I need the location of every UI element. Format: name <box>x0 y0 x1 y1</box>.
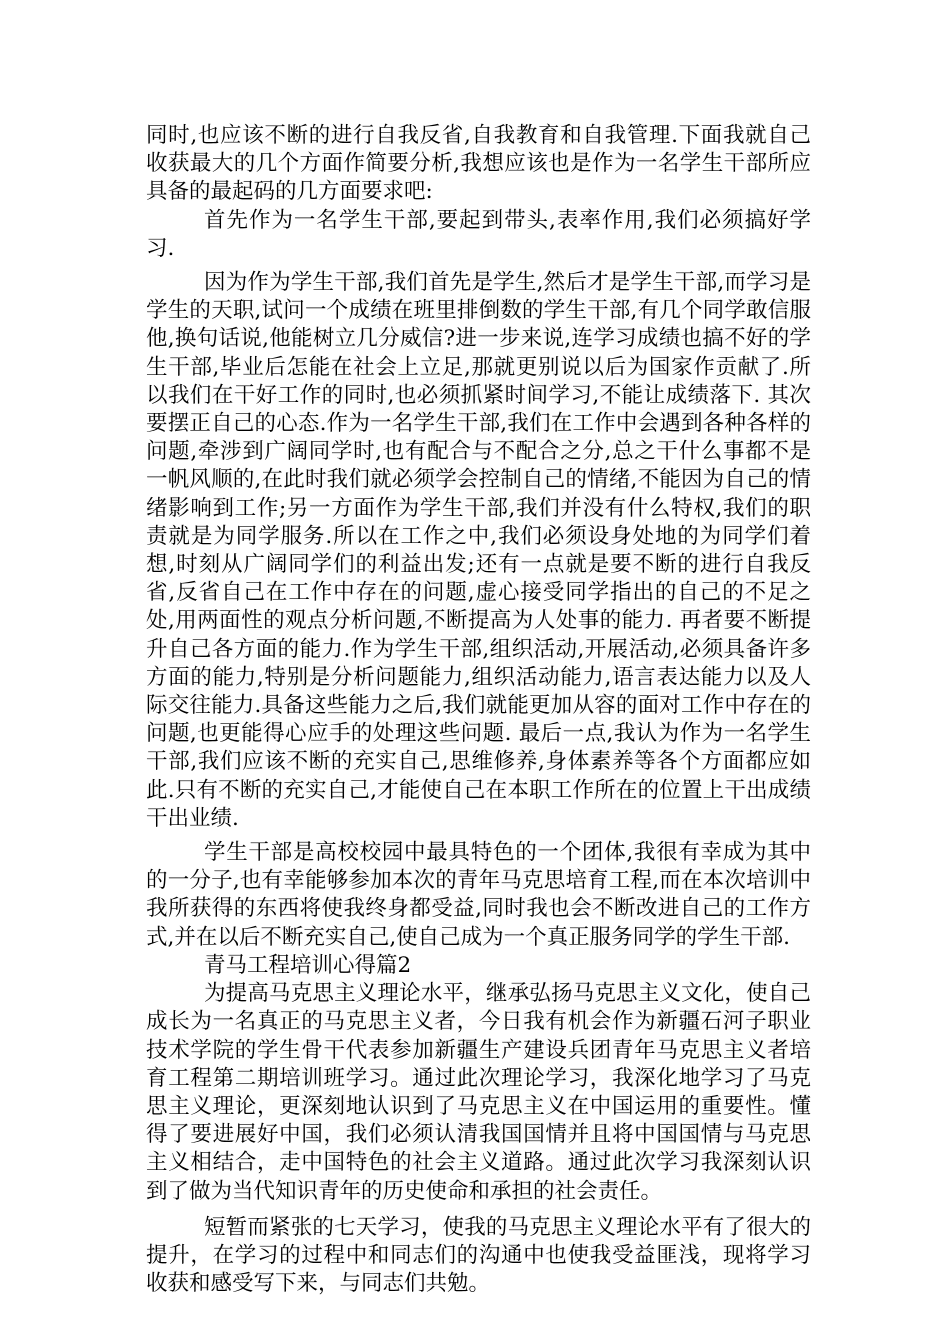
paragraph-conclusion: 学生干部是高校校园中最具特色的一个团体,我很有幸成为其中的一分子,也有幸能够参加本次的青年马克思培育工程,而在本次培训中我所获得的东西将使我终身都受益,同时我也会不断改进自己的工作方式,并在以后不断充实自己,使自己成为一个真正服务同学的学生干部. <box>146 840 811 950</box>
paragraph-reasons: 因为作为学生干部,我们首先是学生,然后才是学生干部,而学习是学生的天职,试问一个成绩在班里排倒数的学生干部,有几个同学敢信服他,换句话说,他能树立几分威信?进一步来说,连学习成绩也搞不好的学生干部,毕业后怎能在社会上立足,那就更别说以后为国家作贡献了.所以我们在干好工作的同时,也必须抓紧时间学习,不能让成绩落下. 其次要摆正自己的心态.作为一名学生干部,我们在工作中会遇到各种各样的问题,牵涉到广阔同学时,也有配合与不配合之分,总之干什么事都不是一帆风顺的,在此时我们就必须学会控制自己的情绪,不能因为自己的情绪影响到工作;另一方面作为学生干部,我们并没有什么特权,我们的职责就是为同学服务.所以在工作之中,我们必须设身处地的为同学们着想,时刻从广阔同学们的利益出发;还有一点就是要不断的进行自我反省,反省自己在工作中存在的问题,虚心接受同学指出的自己的不足之处,用两面性的观点分析问题,不断提高为人处事的能力. 再者要不断提升自己各方面的能力.作为学生干部,组织活动,开展活动,必须具备许多方面的能力,特别是分析问题能力,组织活动能力,语言表达能力以及人际交往能力.具备这些能力之后,我们就能更加从容的面对工作中存在的问题,也更能得心应手的处理这些问题. 最后一点,我认为作为一名学生干部,我们应该不断的充实自己,思维修养,身体素养等各个方面都应如此.只有不断的充实自己,才能使自己在本职工作所在的位置上干出成绩干出业绩. <box>146 270 811 831</box>
section-heading: 青马工程培训心得篇2 <box>204 952 412 978</box>
paragraph-study: 首先作为一名学生干部,要起到带头,表率作用,我们必须搞好学习. <box>146 207 811 261</box>
paragraph-summary: 短暂而紧张的七天学习，使我的马克思主义理论水平有了很大的提升，在学习的过程中和同志们的沟通中也使我受益匪浅，现将学习收获和感受写下来，与同志们共勉。 <box>146 1214 811 1297</box>
document-page <box>146 122 811 1298</box>
paragraph-training: 为提高马克思主义理论水平，继承弘扬马克思主义文化，使自己成长为一名真正的马克思主义者，今日我有机会作为新疆石河子职业技术学院的学生骨干代表参加新疆生产建设兵团青年马克思主义者培育工程第二期培训班学习。通过此次理论学习，我深化地学习了马克思主义理论，更深刻地认识到了马克思主义在中国运用的重要性。懂得了要进展好中国，我们必须认清我国国情并且将中国国情与马克思主义相结合，走中国特色的社会主义道路。通过此次学习我深刻认识到了做为当代知识青年的历史使命和承担的社会责任。 <box>146 981 811 1204</box>
paragraph-intro: 同时,也应该不断的进行自我反省,自我教育和自我管理.下面我就自己收获最大的几个方面作简要分析,我想应该也是作为一名学生干部所应具备的最起码的几方面要求吧: <box>146 123 811 205</box>
